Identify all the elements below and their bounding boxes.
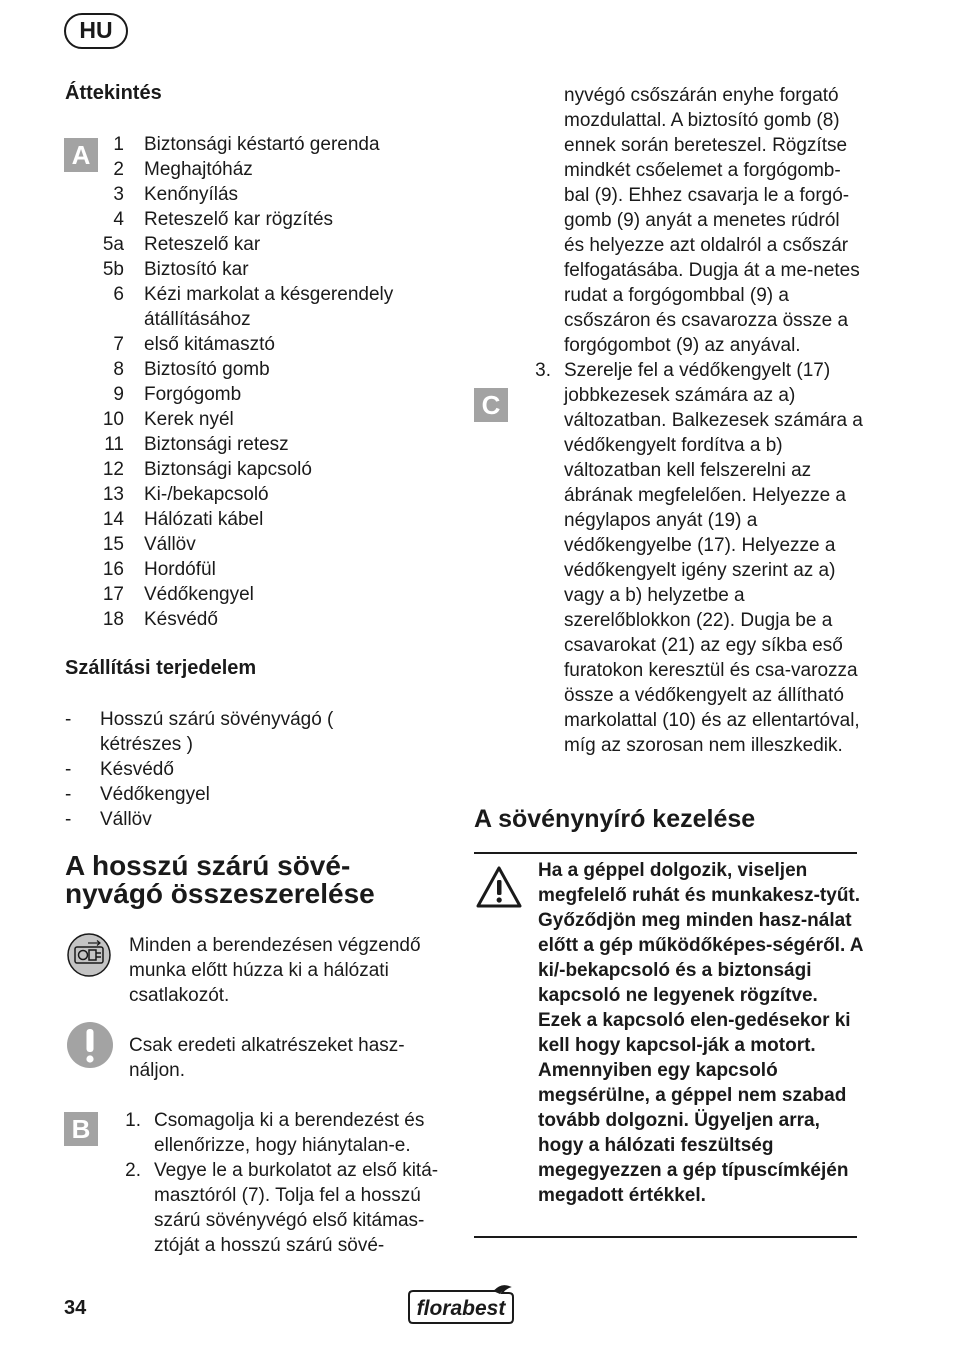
item-text: Vállöv — [144, 534, 196, 555]
item-text: Reteszelő kar rögzítés — [144, 209, 334, 230]
item-text: Biztonsági retesz — [144, 434, 289, 455]
item-text: Ki-/bekapcsoló — [144, 484, 269, 505]
list-item — [54, 607, 454, 632]
assembly-title-line2: nyvágó összeszerelése — [65, 878, 375, 909]
item-text: Vállöv — [100, 809, 152, 830]
list-item — [54, 407, 454, 432]
item-number: - — [65, 759, 72, 780]
divider-bottom — [474, 1236, 857, 1238]
list-item — [65, 707, 365, 757]
item-text: első kitámasztó — [144, 334, 275, 355]
list-item — [54, 432, 454, 457]
item-number: 16 — [102, 559, 124, 580]
list-item — [54, 257, 454, 282]
item-number: 14 — [102, 509, 124, 530]
item-text: Biztosító kar — [144, 259, 249, 280]
brand-logo — [405, 1285, 517, 1327]
delivery-list — [65, 707, 365, 832]
list-item — [65, 757, 365, 782]
list-item — [54, 557, 454, 582]
item-number: 18 — [102, 609, 124, 630]
item-number: 10 — [102, 409, 124, 430]
item-text: Hordófül — [144, 559, 216, 580]
figure-marker-b: B — [64, 1112, 98, 1146]
list-item — [54, 357, 454, 382]
item-number: 11 — [104, 434, 124, 455]
unplug-notice: Minden a berendezésen végzendő munka előtt húzza ki a hálózati csatlakozót. — [129, 935, 421, 1006]
assembly-title-line1: A hosszú szárú sövé- — [65, 850, 351, 881]
item-text: Csomagolja ki a berendezést és ellenőrizze, hogy hiánytalan-e. — [154, 1110, 425, 1156]
item-number: 4 — [113, 209, 124, 230]
item-text: Meghajtóház — [144, 159, 253, 180]
item-text: Biztonsági késtartó gerenda — [144, 134, 380, 155]
list-item — [54, 382, 454, 407]
step-text: Szerelje fel a védőkengyelt (17) jobbkezesek számára az a) változatban. Balkezesek számára a védőkengyelt fordítva a b) változatban kell felszerelni az ábrának megfelelően. Helyezze a négylapos anyát (19) a védőkengyelbe (17). Helyezze a védőkengyelt igény szerint az a) vagy a b) helyzetbe a szerelőblokkon (22). Dugja be a csavarokat (21) az egy síkba eső furatokon keresztül és csa-varozza össze a védőkengyelt az állítható markolattal (10) és az ellentartóval, míg az szorosan nem illeszkedik. — [564, 360, 863, 756]
item-text: Hálózati kábel — [144, 509, 264, 530]
item-number: 5b — [102, 259, 124, 280]
item-number: 8 — [113, 359, 124, 380]
brand-logo-text: florabest — [416, 1297, 506, 1320]
item-text: Forgógomb — [144, 384, 242, 405]
safety-warning: Ha a géppel dolgozik, viseljen megfelelő ruhát és munkakesz-tyűt. Győződjön meg minden hasz-nálat előtt a gép működőképes-ségéről. A ki/-bekapcsoló és a biztonsági kapcsoló ne legyenek rögzítve. Ezek a kapcsoló elen-gedésekor ki kell hogy kapcsol-ják a motort. Amennyiben egy kapcsoló megsérülne, a géppel nem szabad tovább dolgozni. Ügyeljen arra, hogy a hálózati feszültség megegyezzen a gép típuscímkéjén megadott értékkel. — [538, 860, 863, 1206]
item-text: Biztonsági kapcsoló — [144, 459, 312, 480]
item-number: 17 — [102, 584, 124, 605]
overview-title: Áttekintés — [65, 82, 162, 104]
warning-triangle-icon — [475, 865, 523, 909]
list-item — [54, 157, 454, 182]
item-text: Vegye le a burkolatot az első kitá-masztóról (7). Tolja fel a hosszú szárú sövényvégó első kitámas-ztóját a hosszú szárú sövé- — [154, 1160, 439, 1256]
item-number: 12 — [102, 459, 124, 480]
list-item — [54, 207, 454, 232]
item-number: - — [65, 709, 72, 730]
item-number: - — [65, 809, 72, 830]
list-item — [54, 582, 454, 607]
item-number: 5a — [102, 234, 124, 255]
item-text: Védőkengyel — [100, 784, 210, 805]
list-item — [529, 358, 864, 758]
item-number: - — [65, 784, 72, 805]
item-number: 2. — [125, 1160, 141, 1181]
parts-notice: Csak eredeti alkatrészeket hasz-náljon. — [129, 1035, 405, 1081]
item-text: Kenőnyílás — [144, 184, 239, 205]
parts-list — [54, 132, 454, 632]
delivery-title: Szállítási terjedelem — [65, 657, 257, 679]
item-text: Védőkengyel — [144, 584, 254, 605]
item-number: 7 — [113, 334, 124, 355]
list-item — [54, 457, 454, 482]
item-text: Kézi markolat a késgerendely átállításához — [144, 284, 394, 330]
page-number: 34 — [64, 1297, 87, 1319]
item-number: 1. — [125, 1110, 141, 1131]
assembly-step3 — [529, 358, 864, 758]
assembly-steps — [119, 1108, 454, 1258]
item-text: Reteszelő kar — [144, 234, 261, 255]
list-item — [54, 482, 454, 507]
list-item — [65, 807, 365, 832]
divider-top — [474, 852, 857, 854]
list-item — [54, 132, 454, 157]
list-item — [119, 1108, 454, 1158]
item-text: Késvédő — [144, 609, 218, 630]
item-text: Kerek nyél — [144, 409, 234, 430]
item-number: 3 — [113, 184, 124, 205]
step2-continued: nyvégó csőszárán enyhe forgató mozdulattal. A biztosító gomb (8) ennek során bereteszel. Rögzítse mindkét csőelemet a forgógomb-bal (9). Ehhez csavarja le a forgó-gomb (9) anyát a menetes rúdról és helyezze azt oldalról a csőszár felfogatásába. Dugja át a me-netes rudat a forgógombbal (9) a csőszáron és csavarozza össze a forgógombot (9) az anyával. — [564, 85, 860, 356]
list-item — [119, 1158, 454, 1258]
caution-icon — [66, 1021, 114, 1069]
list-item — [54, 232, 454, 257]
language-badge: HU — [64, 13, 128, 49]
assembly-title — [65, 852, 465, 908]
item-text: Hosszú szárú sövényvágó ( kétrészes ) — [100, 709, 334, 755]
list-item — [54, 332, 454, 357]
figure-marker-a: A — [64, 138, 98, 172]
item-number: 15 — [102, 534, 124, 555]
step-number: 3. — [535, 360, 551, 381]
list-item — [54, 507, 454, 532]
list-item — [54, 182, 454, 207]
figure-marker-c: C — [474, 388, 508, 422]
item-number: 9 — [113, 384, 124, 405]
item-number: 1 — [113, 134, 124, 155]
item-text: Biztosító gomb — [144, 359, 270, 380]
item-number: 2 — [113, 159, 124, 180]
operation-title: A sövénynyíró kezelése — [474, 805, 756, 833]
list-item — [65, 782, 365, 807]
list-item — [54, 282, 454, 332]
list-item — [54, 532, 454, 557]
item-number: 13 — [102, 484, 124, 505]
item-text: Késvédő — [100, 759, 174, 780]
unplug-icon — [66, 932, 112, 978]
item-number: 6 — [113, 284, 124, 305]
